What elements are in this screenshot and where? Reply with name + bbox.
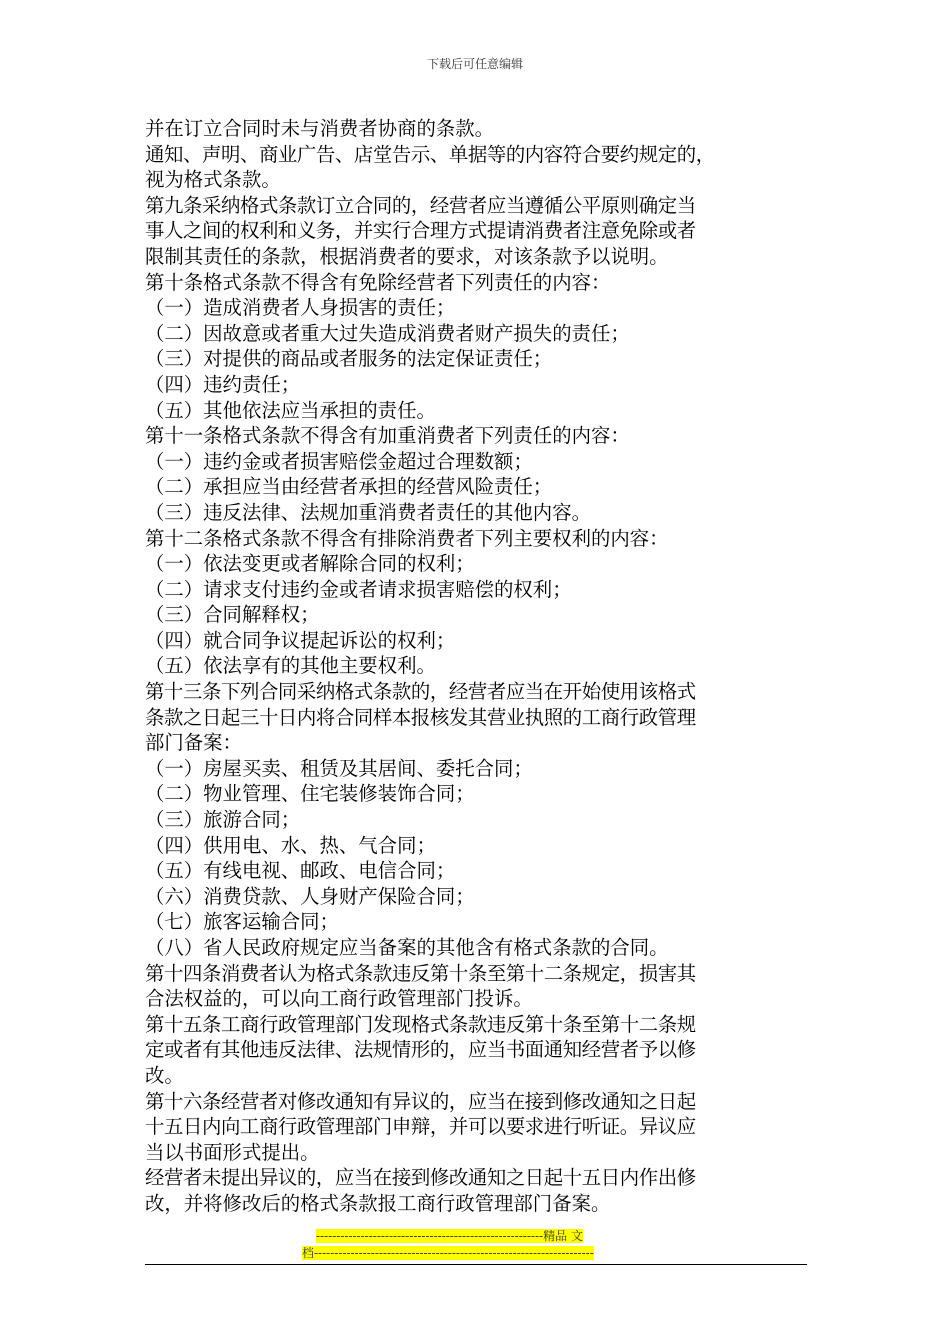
text-line: 第十条格式条款不得含有免除经营者下列责任的内容： — [145, 270, 611, 294]
text-line: （五）有线电视、邮政、电信合同； — [145, 859, 456, 883]
footer-watermark-line1 — [0, 1228, 950, 1244]
text-line: 第十六条经营者对修改通知有异议的，应当在接到修改通知之日起 — [145, 1089, 696, 1113]
text-line: （二）因故意或者重大过失造成消费者财产损失的责任； — [145, 321, 630, 345]
text-line: 十五日内向工商行政管理部门申辩，并可以要求进行听证。异议应 — [145, 1115, 696, 1139]
text-line: （七）旅客运输合同； — [145, 910, 339, 934]
text-line: （六）消费贷款、人身财产保险合同； — [145, 884, 475, 908]
text-line: 改。 — [145, 1063, 184, 1087]
text-line: 第十三条下列合同采纳格式条款的，经营者应当在开始使用该格式 — [145, 680, 696, 704]
text-line: （一）违约金或者损害赔偿金超过合理数额； — [145, 449, 533, 473]
footer-watermark-line2 — [0, 1245, 950, 1261]
text-line: （一）造成消费者人身损害的责任； — [145, 296, 456, 320]
text-line: 改，并将修改后的格式条款报工商行政管理部门备案。 — [145, 1191, 611, 1215]
text-line: 第十二条格式条款不得含有排除消费者下列主要权利的内容： — [145, 526, 669, 550]
footer-watermark-text: --------------------------------------------------------精品 文 — [316, 1229, 583, 1243]
text-line: 第九条采纳格式条款订立合同的，经营者应当遵循公平原则确定当 — [145, 193, 696, 217]
text-line: 部门备案： — [145, 731, 242, 755]
text-line: （三）对提供的商品或者服务的法定保证责任； — [145, 347, 553, 371]
footer-watermark-text: 档--------------------------------------------------------------------- — [302, 1246, 594, 1260]
text-line: （三）违反法律、法规加重消费者责任的其他内容。 — [145, 500, 591, 524]
text-line: 限制其责任的条款，根据消费者的要求，对该条款予以说明。 — [145, 244, 669, 268]
text-line: 并在订立合同时未与消费者协商的条款。 — [145, 117, 495, 140]
text-line: （一）依法变更或者解除合同的权利； — [145, 552, 475, 576]
text-line: 视为格式条款。 — [145, 168, 281, 192]
text-line: 条款之日起三十日内将合同样本报核发其营业执照的工商行政管理 — [145, 705, 696, 729]
text-line: （二）请求支付违约金或者请求损害赔偿的权利； — [145, 577, 572, 601]
text-line: （一）房屋买卖、租赁及其居间、委托合同； — [145, 756, 533, 780]
text-line: 第十四条消费者认为格式条款违反第十条至第十二条规定，损害其 — [145, 961, 696, 985]
text-line: （三）合同解释权； — [145, 603, 320, 627]
text-line: （三）旅游合同； — [145, 808, 301, 832]
text-line: 当以书面形式提出。 — [145, 1140, 320, 1164]
text-line: 合法权益的，可以向工商行政管理部门投诉。 — [145, 987, 533, 1011]
text-line: （二）物业管理、住宅装修装饰合同； — [145, 782, 475, 806]
text-line: 第十一条格式条款不得含有加重消费者下列责任的内容： — [145, 424, 630, 448]
text-line: （五）依法享有的其他主要权利。 — [145, 654, 436, 678]
footer-divider — [145, 1264, 807, 1265]
text-line: 通知、声明、商业广告、店堂告示、单据等的内容符合要约规定的， — [145, 142, 715, 166]
text-line: （八）省人民政府规定应当备案的其他含有格式条款的合同。 — [145, 936, 669, 959]
text-line: 定或者有其他违反法律、法规情形的，应当书面通知经营者予以修 — [145, 1038, 696, 1062]
text-line: （五）其他依法应当承担的责任。 — [145, 398, 436, 422]
text-line: （四）违约责任； — [145, 372, 301, 396]
text-line: 第十五条工商行政管理部门发现格式条款违反第十条至第十二条规 — [145, 1012, 696, 1036]
text-line: 事人之间的权利和义务，并实行合理方式提请消费者注意免除或者 — [145, 219, 696, 243]
page-header: 下载后可任意编辑 — [426, 57, 523, 71]
text-line: （二）承担应当由经营者承担的经营风险责任； — [145, 475, 553, 499]
text-line: （四）供用电、水、热、气合同； — [145, 833, 436, 857]
document-body — [145, 116, 807, 1217]
text-line: （四）就合同争议提起诉讼的权利； — [145, 628, 456, 652]
text-line: 经营者未提出异议的，应当在接到修改通知之日起十五日内作出修 — [145, 1166, 696, 1190]
